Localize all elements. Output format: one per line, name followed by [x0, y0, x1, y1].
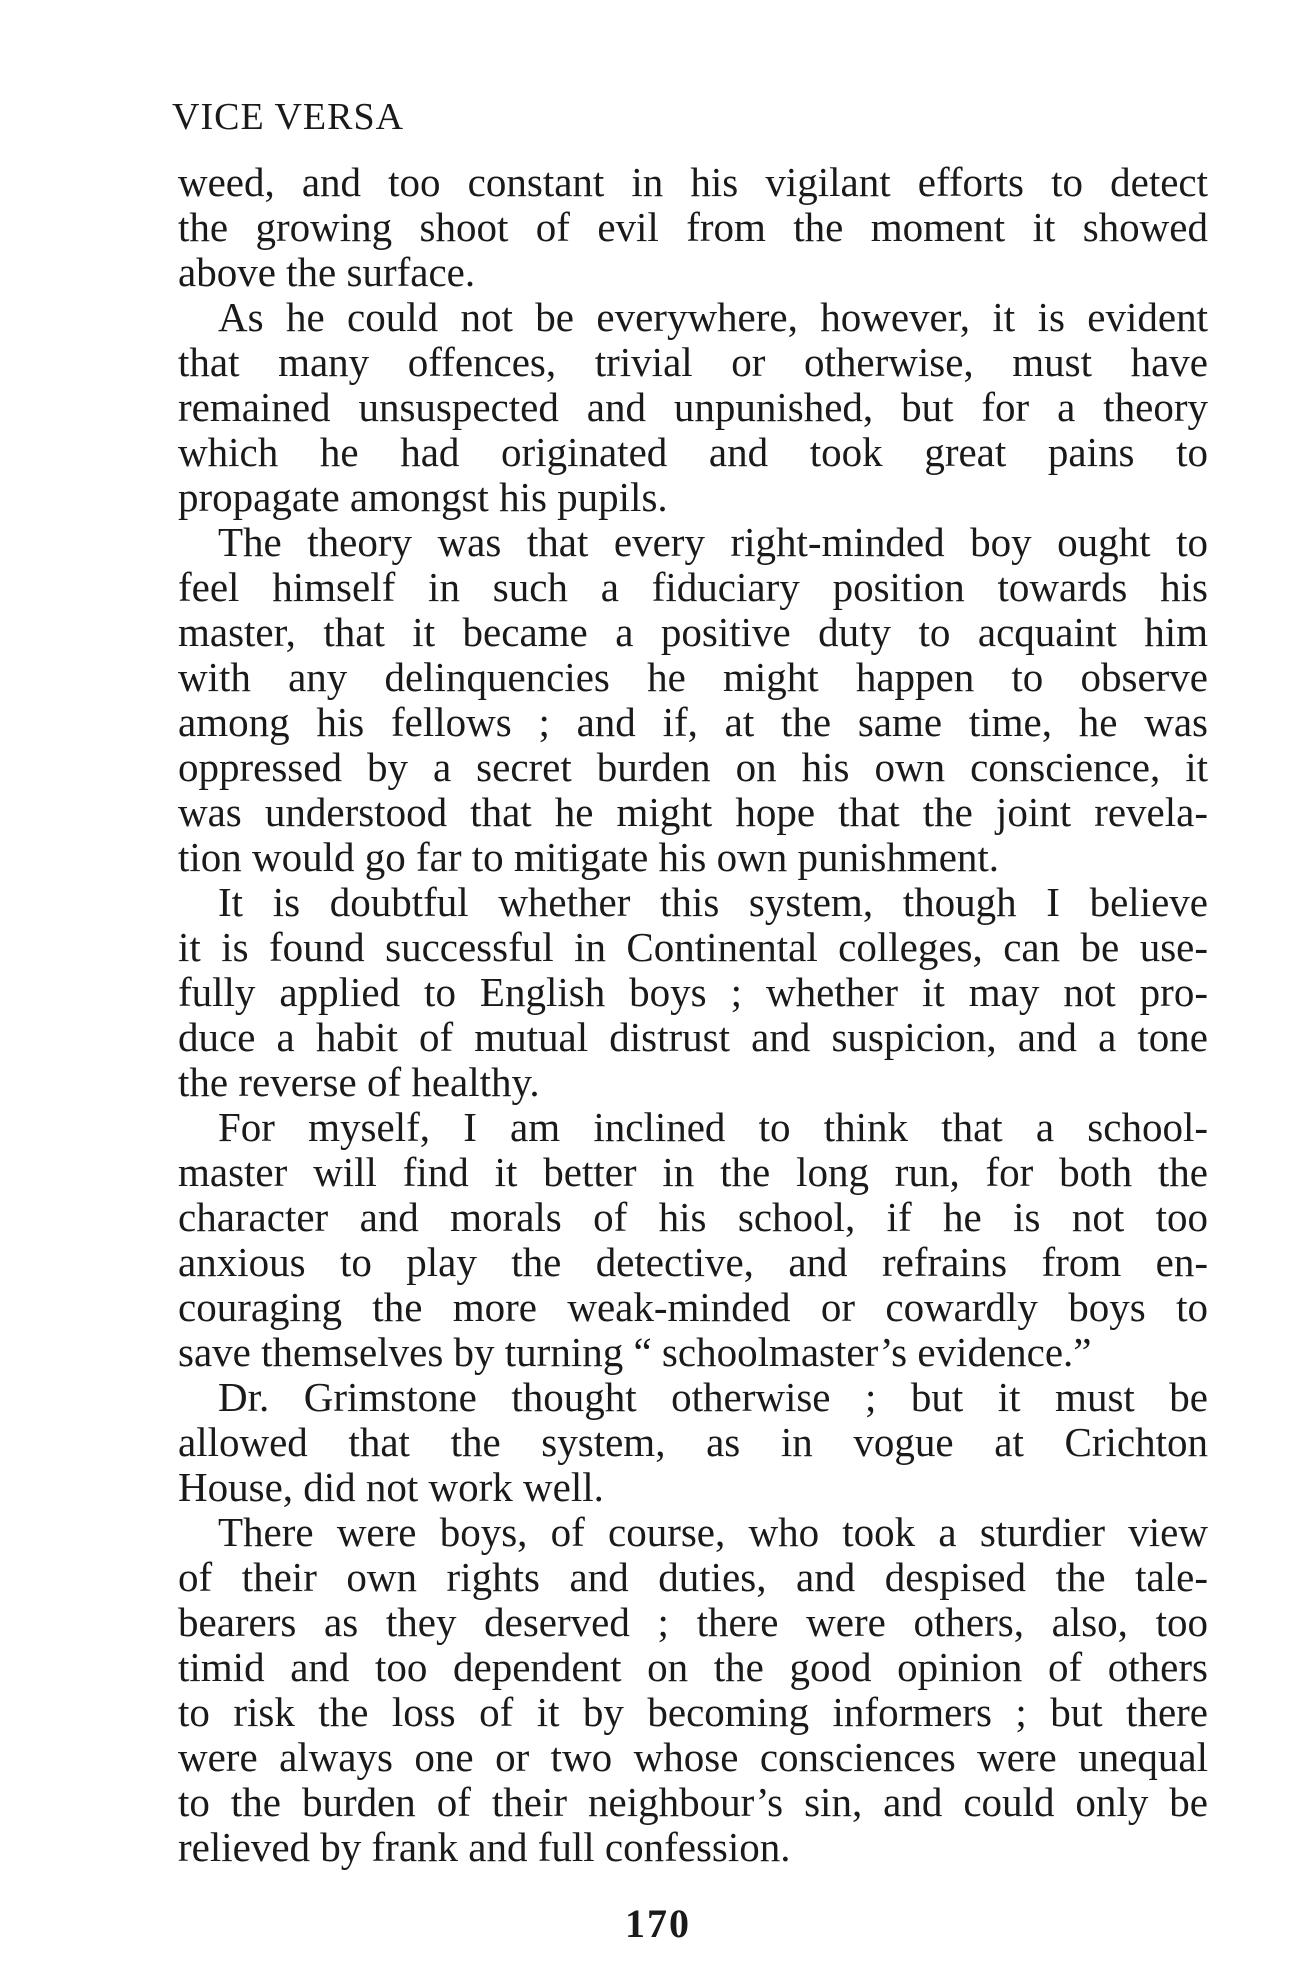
- text-line: bearers as they deserved ; there were others, also, too: [178, 1599, 1208, 1645]
- text-line: allowed that the system, as in vogue at Crichton: [178, 1419, 1208, 1465]
- text-line: remained unsuspected and unpunished, but for a theory: [178, 384, 1208, 430]
- text-line: the reverse of healthy.: [178, 1059, 540, 1105]
- text-line: which he had originated and took great pains to: [178, 429, 1208, 475]
- body-text: [178, 160, 1208, 1870]
- text-line: For myself, I am inclined to think that a school-: [218, 1104, 1208, 1150]
- text-line: duce a habit of mutual distrust and suspicion, and a tone: [178, 1014, 1208, 1060]
- text-line: The theory was that every right-minded boy ought to: [218, 519, 1208, 565]
- text-line: the growing shoot of evil from the moment it showed: [178, 204, 1208, 250]
- text-line: anxious to play the detective, and refrains from en-: [178, 1239, 1208, 1285]
- text-line: character and morals of his school, if he is not too: [178, 1194, 1208, 1240]
- text-line: master will find it better in the long run, for both the: [178, 1149, 1208, 1195]
- text-line: it is found successful in Continental colleges, can be use-: [178, 924, 1208, 970]
- running-head: VICE VERSA: [172, 96, 405, 138]
- text-line: tion would go far to mitigate his own punishment.: [178, 834, 1000, 880]
- page-number: 170: [625, 1901, 691, 1946]
- text-line: above the surface.: [178, 249, 476, 295]
- text-line: save themselves by turning “ schoolmaster’s evidence.”: [178, 1329, 1092, 1375]
- text-line: weed, and too constant in his vigilant efforts to detect: [178, 159, 1208, 205]
- text-line: with any delinquencies he might happen to observe: [178, 654, 1208, 700]
- text-line: timid and too dependent on the good opinion of others: [178, 1644, 1208, 1690]
- text-line: As he could not be everywhere, however, it is evident: [218, 294, 1208, 340]
- text-line: relieved by frank and full confession.: [178, 1824, 791, 1870]
- text-line: There were boys, of course, who took a sturdier view: [218, 1509, 1208, 1555]
- text-line: that many offences, trivial or otherwise, must have: [178, 339, 1208, 385]
- text-line: propagate amongst his pupils.: [178, 474, 668, 520]
- text-line: couraging the more weak-minded or cowardly boys to: [178, 1284, 1208, 1330]
- text-line: It is doubtful whether this system, though I believe: [218, 879, 1208, 925]
- text-line: feel himself in such a fiduciary position towards his: [178, 564, 1208, 610]
- text-line: of their own rights and duties, and despised the tale-: [178, 1554, 1208, 1600]
- text-line: was understood that he might hope that the joint revela-: [178, 789, 1208, 835]
- text-line: House, did not work well.: [178, 1464, 604, 1510]
- text-line: to the burden of their neighbour’s sin, and could only be: [178, 1779, 1208, 1825]
- text-line: master, that it became a positive duty to acquaint him: [178, 609, 1208, 655]
- text-line: fully applied to English boys ; whether it may not pro-: [178, 969, 1208, 1015]
- text-line: among his fellows ; and if, at the same time, he was: [178, 699, 1208, 745]
- text-line: Dr. Grimstone thought otherwise ; but it must be: [218, 1374, 1208, 1420]
- text-line: were always one or two whose consciences were unequal: [178, 1734, 1208, 1780]
- text-line: to risk the loss of it by becoming informers ; but there: [178, 1689, 1208, 1735]
- text-line: oppressed by a secret burden on his own conscience, it: [178, 744, 1208, 790]
